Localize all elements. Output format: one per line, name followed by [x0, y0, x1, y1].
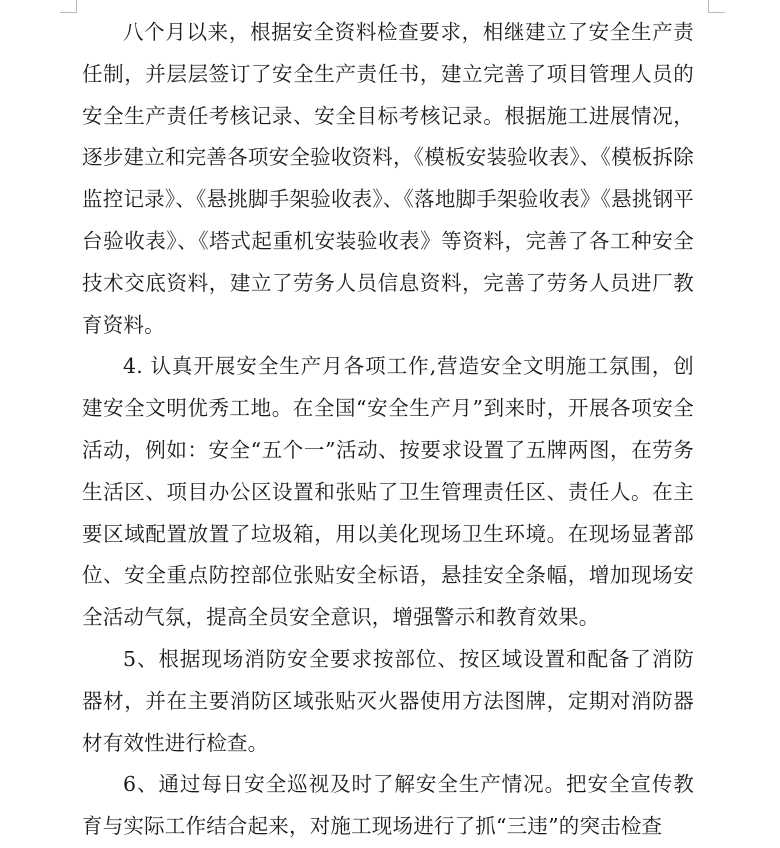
margin-corner-mark-right — [708, 0, 725, 13]
paragraph-safety-records: 八个月以来，根据安全资料检查要求，相继建立了安全生产责任制，并层层签订了安全生产责任书，建立完善了项目管理人员的安全生产责任考核记录、安全目标考核记录。根据施工进展情况，逐步建立和完善各项安全验收资料，《模板安装验收表》、《模板拆除监控记录》、《悬挑脚手架验收表》、《落地脚手架验收表》《悬挑钢平台验收表》、《塔式起重机安装验收表》等资料，完善了各工种安全技术交底资料，建立了劳务人员信息资料，完善了劳务人员进厂教育资料。 — [82, 20, 694, 337]
paragraph-safety-month: 4. 认真开展安全生产月各项工作,营造安全文明施工氛围，创建安全文明优秀工地。在全国“安全生产月”到来时，开展各项安全活动，例如：安全“五个一”活动、按要求设置了五牌两图，在劳务生活区、项目办公区设置和张贴了卫生管理责任区、责任人。在主要区域配置放置了垃圾箱，用以美化现场卫生环境。在现场显著部位、安全重点防控部位张贴安全标语，悬挂安全条幅，增加现场安全活动气氛，提高全员安全意识，增强警示和教育效果。 — [82, 354, 694, 630]
paragraph-fire-equipment: 5、根据现场消防安全要求按部位、按区域设置和配备了消防器材，并在主要消防区域张贴灭火器使用方法图牌，定期对消防器材有效性进行检查。 — [82, 646, 694, 755]
paragraph-daily-inspection: 6、通过每日安全巡视及时了解安全生产情况。把安全宣传教育与实际工作结合起来，对施工现场进行了抓“三违”的突击检查 — [82, 772, 694, 839]
document-body[interactable] — [82, 12, 694, 848]
margin-corner-mark-left — [60, 0, 77, 13]
